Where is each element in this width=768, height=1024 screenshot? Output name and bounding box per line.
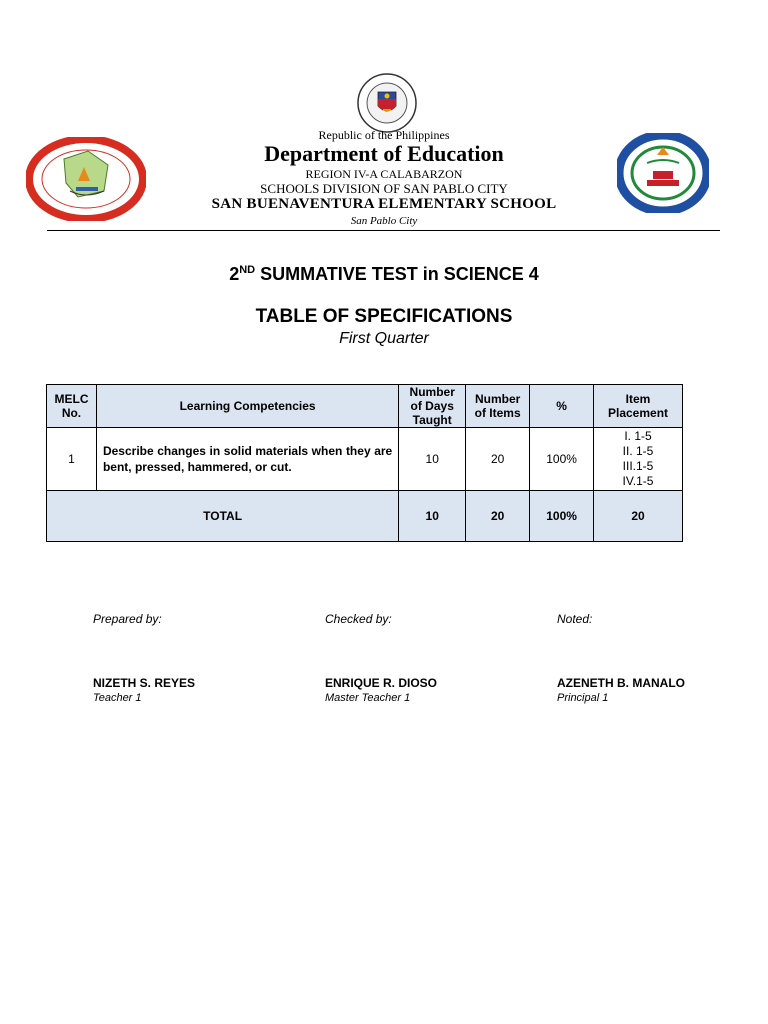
placement-line: III.1-5 [622,459,654,473]
header-percent: % [530,385,594,428]
deped-seal-icon [356,72,418,134]
quarter-label: First Quarter [339,330,429,347]
header-days: Number of Days Taught [399,385,466,428]
signatory-name: NIZETH S. REYES [93,676,196,690]
signatory-position: Principal 1 [557,692,609,704]
department-name: Department of Education [264,141,504,166]
cell-melc: 1 [47,428,97,491]
cell-percent: 100% [530,428,594,491]
total-percent: 100% [530,491,594,542]
signature-checked [325,612,525,704]
signature-label: Prepared by: [93,612,162,626]
document-header [0,0,768,232]
signatory-name: AZENETH B. MANALO [557,676,685,690]
division-line: SCHOOLS DIVISION OF SAN PABLO CITY [260,181,508,196]
total-label: TOTAL [47,491,399,542]
total-days: 10 [399,491,466,542]
header-melc: MELC No. [47,385,97,428]
placement-line: II. 1-5 [622,444,654,458]
signature-label: Checked by: [325,612,392,626]
city-line: San Pablo City [350,215,418,227]
table-row [47,428,683,491]
signature-label: Noted: [557,612,593,626]
header-items: Number of Items [466,385,530,428]
total-placement: 20 [594,491,683,542]
placement-line: IV.1-5 [622,474,654,488]
region-line: REGION IV-A CALABARZON [305,167,463,181]
signatory-name: ENRIQUE R. DIOSO [325,676,438,690]
total-items: 20 [466,491,530,542]
cell-placement [594,428,683,491]
cell-days: 10 [399,428,466,491]
signature-noted [557,612,757,704]
cell-items: 20 [466,428,530,491]
total-row [47,491,683,542]
cell-competency: Describe changes in solid materials when they are bent, pressed, hammered, or cut. [96,428,398,491]
header-divider [47,230,720,231]
specifications-table [46,384,683,542]
school-name: SAN BUENAVENTURA ELEMENTARY SCHOOL [211,196,557,212]
table-header-row [47,385,683,428]
tos-title: TABLE OF SPECIFICATIONS [255,306,513,327]
signature-prepared [93,612,293,704]
header-competencies: Learning Competencies [96,385,398,428]
signatory-position: Master Teacher 1 [325,692,411,704]
republic-line: Republic of the Philippines [318,128,450,142]
placement-line: I. 1-5 [624,429,652,443]
header-placement: Item Placement [594,385,683,428]
test-title: 2ND SUMMATIVE TEST in SCIENCE 4 [229,264,539,284]
signatory-position: Teacher 1 [93,692,142,704]
